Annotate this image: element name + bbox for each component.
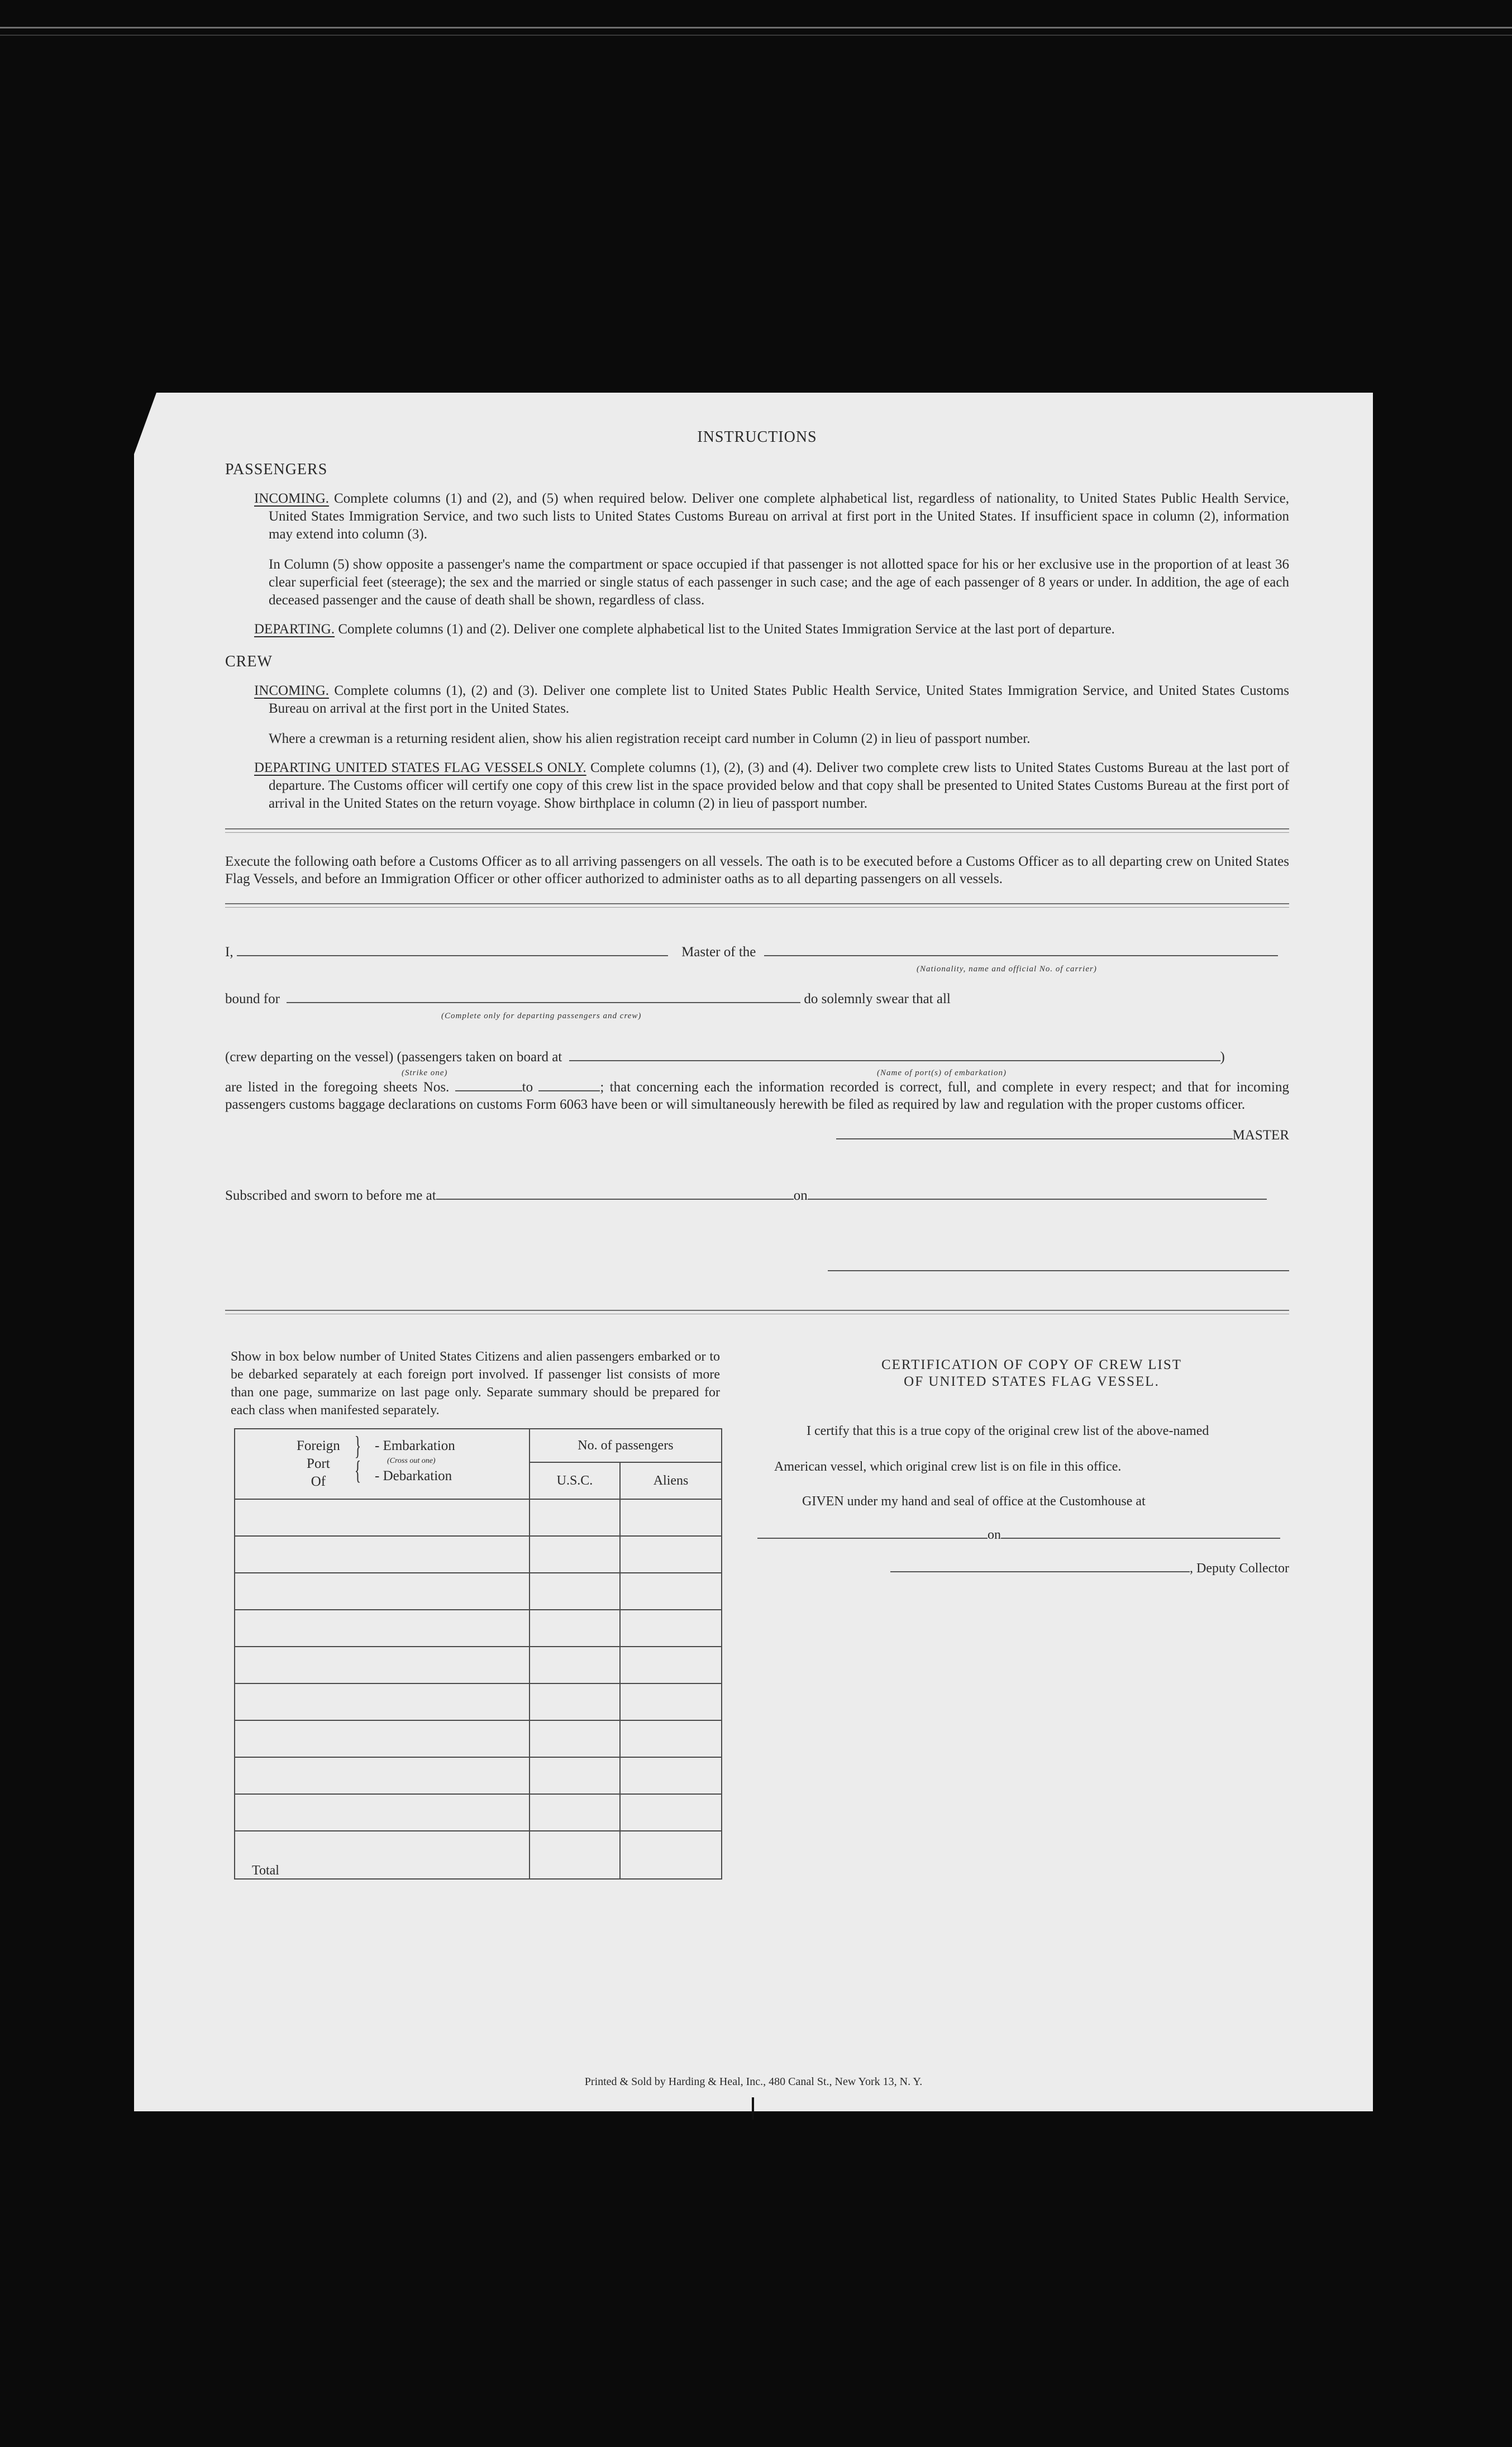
oath-embark-row (225, 1050, 1289, 1077)
usc-cell[interactable] (530, 1757, 620, 1794)
printer-footer: Printed & Sold by Harding & Heal, Inc., 480 Canal St., New York 13, N. Y. (584, 2076, 923, 2088)
summary-instruction: Show in box below number of United States Citizens and alien passengers embarked or to be debarked separately at each foreign port involved. If passenger list consists of more than one page, summarize on last page only. Separate summary should be prepared for each class when manifested separately. (231, 1349, 720, 1418)
port-cell[interactable] (235, 1757, 530, 1794)
double-rule-1 (225, 828, 1289, 833)
certification-section (774, 1348, 1289, 1577)
subscribed-on: on (793, 1188, 808, 1203)
customhouse-row (757, 1527, 1289, 1543)
close-paren: ) (1220, 1050, 1225, 1065)
certification-date-field[interactable] (1001, 1538, 1280, 1539)
deputy-row (774, 1560, 1289, 1577)
officer-signature-field[interactable] (828, 1270, 1289, 1271)
listed-label-b: ; that concerning each the information recorded is correct, full, and complete in every respect; and that for incoming passengers customs baggage declarations on customs Form 6063 have been or will simultaneously herewith be filed as required by law and regulation with the proper customs officer. (225, 1080, 1289, 1112)
certification-title-2: OF UNITED STATES FLAG VESSEL. (904, 1374, 1160, 1389)
table-row (235, 1610, 722, 1647)
table-row (235, 1757, 722, 1794)
port-cell[interactable] (235, 1573, 530, 1610)
strike-caption: (Strike one) (402, 1069, 448, 1077)
port-cell[interactable] (235, 1720, 530, 1757)
usc-cell[interactable] (530, 1720, 620, 1757)
passenger-summary-table (234, 1428, 722, 1880)
passengers-incoming-text: Complete columns (1) and (2), and (5) when required below. Deliver one complete alphabetical list, regardless of nationality, to United States Public Health Service, United States Immigration Service, and two such lists to United States Customs Bureau on arrival at first port in the United States. If insufficient space in column (2), information may extend into column (3). (269, 491, 1289, 542)
embarkation-port-field[interactable] (569, 1060, 1220, 1061)
port-cell[interactable] (235, 1683, 530, 1720)
crew-departing-label: DEPARTING UNITED STATES FLAG VESSELS ONLY. (254, 760, 586, 775)
usc-cell[interactable] (530, 1610, 620, 1647)
certification-line-2: American vessel, which original crew list is on file in this office. (774, 1459, 1122, 1474)
oath-instruction: Execute the following oath before a Customs Officer as to all arriving passengers on all vessels. The oath is to be executed before a Customs Officer as to all departing crew on United States Flag Vessels, and before an Immigration Officer or other officer authorized to administer oaths as to all departing passengers on all vessels. (225, 854, 1289, 886)
sheet-from-field[interactable] (455, 1090, 522, 1091)
certification-line-1: I certify that this is a true copy of the original crew list of the above-named (807, 1424, 1209, 1438)
aliens-cell[interactable] (620, 1610, 722, 1647)
subscribed-row (225, 1188, 1289, 1210)
foreign-port-header (235, 1429, 530, 1499)
carrier-field[interactable] (764, 955, 1278, 956)
bound-for-label: bound for (225, 991, 280, 1007)
crew-incoming (254, 682, 1289, 718)
usc-cell[interactable] (530, 1683, 620, 1720)
usc-cell[interactable] (530, 1573, 620, 1610)
listed-label-a: are listed in the foregoing sheets Nos. (225, 1080, 450, 1095)
certification-line-3: GIVEN under my hand and seal of office at the Customhouse at (802, 1494, 1146, 1509)
usc-header: U.S.C. (530, 1462, 620, 1499)
master-label: MASTER (1232, 1128, 1289, 1143)
column5-instruction: In Column (5) show opposite a passenger's name the compartment or space occupied if that passenger is not allotted space for his or her exclusive use in the proportion of at least 36 clear superficial feet (steerage); the sex and the married or single status of each passenger in such case; and the age of each passenger of 8 years or under. In addition, the age of each deceased passenger and the cause of death shall be shown, regardless of class. (269, 557, 1289, 608)
of-label: Of (311, 1474, 326, 1489)
oath-bound-row (225, 991, 1289, 1019)
passengers-departing-text: Complete columns (1) and (2). Deliver one complete alphabetical list to the United States Immigration Service at the last port of departure. (335, 622, 1115, 637)
passengers-heading: PASSENGERS (225, 461, 328, 478)
table-row (235, 1794, 722, 1831)
oath-master-row (225, 945, 1289, 972)
embarkation-label: - Embarkation (375, 1438, 455, 1453)
listed-paragraph (225, 1079, 1289, 1113)
port-cell[interactable] (235, 1647, 530, 1683)
crew-departing-label-oath: (crew departing on the vessel) (passengers taken on board at (225, 1050, 562, 1065)
bound-for-field[interactable] (287, 1002, 800, 1003)
master-signature-field[interactable] (836, 1138, 1233, 1139)
port-cell[interactable] (235, 1536, 530, 1573)
total-usc-cell[interactable] (530, 1831, 620, 1879)
port-label: Port (307, 1456, 330, 1471)
nationality-caption: (Nationality, name and official No. of carrier) (917, 965, 1097, 974)
usc-cell[interactable] (530, 1647, 620, 1683)
crew-departing (254, 759, 1289, 813)
passengers-incoming (254, 490, 1289, 543)
port-cell[interactable] (235, 1794, 530, 1831)
deputy-signature-field[interactable] (890, 1571, 1190, 1572)
double-rule-3 (225, 1310, 1289, 1314)
master-name-field[interactable] (237, 955, 668, 956)
aliens-cell[interactable] (620, 1757, 722, 1794)
aliens-cell[interactable] (620, 1720, 722, 1757)
complete-only-caption: (Complete only for departing passengers and crew) (441, 1012, 642, 1020)
table-row (235, 1683, 722, 1720)
subscribed-place-field[interactable] (436, 1199, 794, 1200)
total-label: Total (235, 1831, 530, 1879)
aliens-header: Aliens (620, 1462, 722, 1499)
crew-incoming-text: Complete columns (1), (2) and (3). Deliver one complete list to United States Public Health Service, United States Immigration Service, and United States Customs Bureau on arrival at the first port in the United States. (269, 683, 1289, 716)
passengers-departing (254, 621, 1289, 638)
brace-icon: } { (354, 1431, 361, 1485)
subscribed-label: Subscribed and sworn to before me at (225, 1188, 436, 1203)
total-aliens-cell[interactable] (620, 1831, 722, 1879)
swear-label: do solemnly swear that all (804, 991, 951, 1007)
port-cell[interactable] (235, 1499, 530, 1536)
master-of-label: Master of the (681, 945, 756, 960)
customhouse-place-field[interactable] (757, 1538, 988, 1539)
aliens-cell[interactable] (620, 1499, 722, 1536)
form-sheet (134, 393, 1373, 2111)
film-edge-line (0, 27, 1512, 28)
table-row (235, 1536, 722, 1573)
table-row (235, 1647, 722, 1683)
aliens-cell[interactable] (620, 1647, 722, 1683)
deputy-label: , Deputy Collector (1190, 1561, 1289, 1576)
usc-cell[interactable] (530, 1499, 620, 1536)
aliens-cell[interactable] (620, 1683, 722, 1720)
sheet-to-field[interactable] (538, 1090, 600, 1091)
film-bracket-mark (752, 2097, 754, 2120)
table-row (235, 1720, 722, 1757)
passengers-departing-label: DEPARTING. (254, 622, 335, 637)
no-passengers-header: No. of passengers (530, 1429, 722, 1462)
table-row (235, 1499, 722, 1536)
film-edge-line-2 (0, 35, 1512, 36)
aliens-cell[interactable] (620, 1794, 722, 1831)
usc-cell[interactable] (530, 1536, 620, 1573)
port-cell[interactable] (235, 1610, 530, 1647)
summary-section (225, 1348, 720, 1880)
torn-corner (134, 393, 156, 454)
total-row (235, 1831, 722, 1879)
passengers-incoming-label: INCOMING. (254, 491, 330, 506)
bottom-section (225, 1348, 1289, 1906)
aliens-cell[interactable] (620, 1536, 722, 1573)
instructions-title: INSTRUCTIONS (697, 428, 817, 446)
master-signature-row (225, 1128, 1289, 1150)
crew-departing-text: Complete columns (1), (2), (3) and (4). Deliver two complete crew lists to United States Customs Bureau at the last port of departure. The Customs officer will certify one copy of this crew list in the space provided below and that copy shall be presented to United States Customs Bureau at the first port of arrival in the United States on the return voyage. Show birthplace in column (2) in lieu of passport number. (269, 760, 1289, 811)
usc-cell[interactable] (530, 1794, 620, 1831)
aliens-cell[interactable] (620, 1573, 722, 1610)
oath-i-label: I, (225, 945, 233, 960)
listed-to: to (522, 1080, 533, 1095)
subscribed-date-field[interactable] (808, 1199, 1267, 1200)
port-caption: (Name of port(s) of embarkation) (877, 1069, 1007, 1077)
debarkation-label: - Debarkation (375, 1468, 452, 1484)
crew-resident-instruction: Where a crewman is a returning resident alien, show his alien registration receipt card number in Column (2) in lieu of passport number. (269, 731, 1031, 746)
crew-incoming-label: INCOMING. (254, 683, 330, 698)
certification-on: on (988, 1528, 1001, 1542)
certification-title-1: CERTIFICATION OF COPY OF CREW LIST (881, 1357, 1182, 1372)
crew-heading: CREW (225, 653, 273, 670)
foreign-label: Foreign (297, 1438, 340, 1453)
cross-out-caption: (Cross out one) (387, 1457, 436, 1465)
table-row (235, 1573, 722, 1610)
double-rule-2 (225, 903, 1289, 908)
officer-signature-row (225, 1260, 1289, 1282)
